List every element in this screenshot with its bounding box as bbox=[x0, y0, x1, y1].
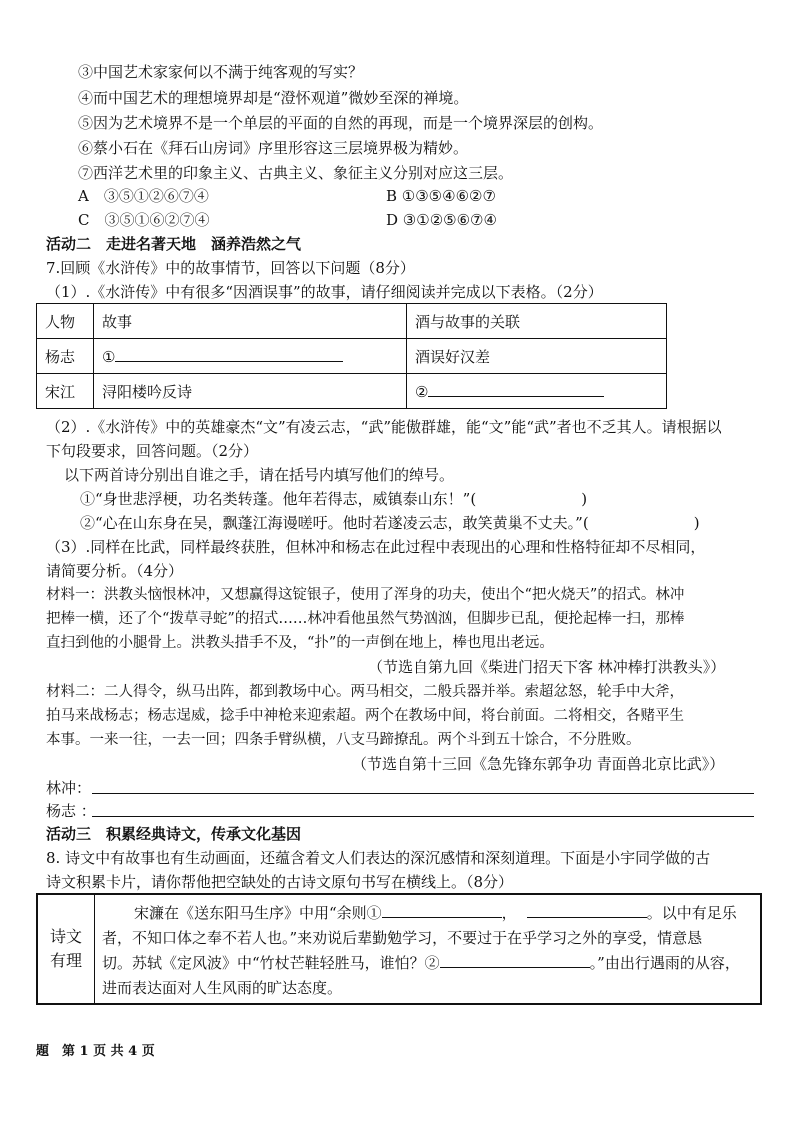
card-text bbox=[102, 901, 752, 1001]
answer-line-lin-chong[interactable] bbox=[92, 793, 754, 794]
answer-lin-chong-label: 林冲： bbox=[46, 779, 92, 797]
q7-part2-line2: 下句段要求，回答问题。（2分） bbox=[46, 442, 259, 460]
card-line-1 bbox=[102, 901, 752, 926]
row1-relation: 酒误好汉差 bbox=[407, 339, 667, 374]
answer-blank-2[interactable] bbox=[428, 382, 604, 397]
drunk-stories-table bbox=[36, 303, 667, 409]
activity-3-heading: 活动三 积累经典诗文，传承文化基因 bbox=[46, 825, 302, 843]
material-2-line1: 材料二：二人得令，纵马出阵，都到教场中心。两马相交，二般兵器并举。索超忿怒，轮手中大斧， bbox=[46, 684, 684, 700]
material-2-line2: 拍马来战杨志；杨志逞威，捻手中神枪来迎索超。两个在教场中间，将台前面。二将相交，各赌平生 bbox=[46, 708, 684, 724]
card-line-3a: 切。苏轼《定风波》中“竹杖芒鞋轻胜马，谁怕？② bbox=[102, 954, 440, 972]
card-line-1a: 宋濂在《送东阳马生序》中用“余则① bbox=[134, 904, 382, 922]
poem-1[interactable]: ①“身世悲浮梗，功名类转蓬。他年若得志，威镇泰山东！”( ) bbox=[80, 490, 588, 508]
header-relation: 酒与故事的关联 bbox=[407, 304, 667, 339]
q7-part1: （1）.《水浒传》中有很多“因酒误事”的故事，请仔细阅读并完成以下表格。（2分） bbox=[46, 283, 603, 301]
card-line-1c: 。以中有足乐 bbox=[646, 904, 737, 922]
card-label-1: 诗文 bbox=[49, 927, 82, 946]
material-1-line3: 直扫到他的小腿骨上。洪教头措手不及，“扑”的一声倒在地上，棒也甩出老远。 bbox=[46, 635, 554, 651]
card-line-3b: 。”由出行遇雨的从容， bbox=[589, 954, 740, 972]
option-item-4: ④而中国艺术的理想境界却是“澄怀观道”微妙至深的禅境。 bbox=[78, 89, 469, 107]
card-line-1b: ， bbox=[501, 904, 517, 922]
poem-2[interactable]: ②“心在山东身在吴，飘蓬江海谩嗟吁。他时若遂凌云志，敢笑黄巢不丈夫。”( ) bbox=[80, 514, 700, 532]
card-label bbox=[38, 895, 95, 1003]
header-person: 人物 bbox=[37, 304, 94, 339]
answer-blank-3[interactable] bbox=[382, 903, 502, 918]
material-1-line1: 材料一：洪教头恼恨林冲，又想赢得这锭银子，使用了浑身的功夫，使出个“把火烧天”的招式。林冲 bbox=[46, 587, 685, 603]
answer-blank-5[interactable] bbox=[440, 953, 590, 968]
choice-b[interactable]: B ①③⑤④⑥②⑦ bbox=[386, 187, 496, 205]
q7-part2-instruction: 以下两首诗分别出自谁之手，请在括号内填写他们的绰号。 bbox=[64, 466, 455, 484]
option-item-5: ⑤因为艺术境界不是一个单层的平面的自然的再现，而是一个境界深层的创构。 bbox=[78, 114, 604, 132]
q7-part3-line1: （3）.同样在比武，同样最终获胜，但林冲和杨志在此过程中表现出的心理和性格特征却不尽相同， bbox=[46, 538, 706, 556]
row2-person: 宋江 bbox=[37, 374, 94, 409]
q7-part3-line2: 请简要分析。（4分） bbox=[46, 562, 184, 580]
answer-blank-1[interactable] bbox=[115, 347, 343, 362]
header-story: 故事 bbox=[94, 304, 407, 339]
card-label-2: 有理 bbox=[49, 951, 82, 970]
choice-c[interactable]: C ③⑤①⑥②⑦④ bbox=[78, 211, 210, 229]
q8-line1: 8. 诗文中有故事也有生动画面，还蕴含着文人们表达的深沉感情和深刻道理。下面是小宇同学做的古 bbox=[46, 849, 711, 867]
activity-2-heading: 活动二 走进名著天地 涵养浩然之气 bbox=[46, 235, 302, 253]
material-1-line2: 把棒一横，还了个“拨草寻蛇”的招式……林冲看他虽然气势汹汹，但脚步已乱，便抡起棒一扫，那棒 bbox=[46, 611, 685, 627]
option-item-6: ⑥蔡小石在《拜石山房词》序里形容这三层境界极为精妙。 bbox=[78, 139, 469, 157]
material-2-line3: 本事。一来一往，一去一回；四条手臂纵横，八支马蹄撩乱。两个斗到五十馀合，不分胜败。 bbox=[46, 732, 641, 748]
material-1-source: （节选自第九回《柴进门招天下客 林冲棒打洪教头》） bbox=[368, 658, 726, 676]
choice-d[interactable]: D ③①②⑤⑥⑦④ bbox=[386, 211, 497, 229]
row2-relation: ② bbox=[415, 382, 429, 401]
answer-blank-4[interactable] bbox=[527, 903, 647, 918]
card-line-3 bbox=[102, 951, 752, 976]
table-header-row bbox=[37, 304, 667, 339]
table-row bbox=[37, 339, 667, 374]
row2-story: 浔阳楼吟反诗 bbox=[94, 374, 407, 409]
material-2-source: （节选自第十三回《急先锋东郭争功 青面兽北京比武》） bbox=[352, 755, 725, 773]
row1-person: 杨志 bbox=[37, 339, 94, 374]
row1-story-cell[interactable] bbox=[94, 339, 407, 374]
q7-part2-line1: （2）.《水浒传》中的英雄豪杰“文”有凌云志，“武”能傲群雄，能“文”能“武”者也不乏其人。请根据以 bbox=[46, 418, 722, 436]
answer-yang-zhi-label: 杨志 ： bbox=[46, 802, 96, 820]
row2-relation-cell[interactable] bbox=[407, 374, 667, 409]
option-item-3: ③中国艺术家家何以不满于纯客观的写实？ bbox=[78, 63, 364, 81]
poetry-card bbox=[36, 893, 762, 1005]
answer-line-yang-zhi[interactable] bbox=[92, 816, 754, 817]
q8-line2: 诗文积累卡片，请你帮他把空缺处的古诗文原句书写在横线上。（8分） bbox=[46, 873, 514, 891]
choice-a[interactable]: A ③⑤①②⑥⑦④ bbox=[78, 187, 209, 205]
row1-story: ① bbox=[102, 347, 116, 366]
q7-stem: 7.回顾《水浒传》中的故事情节，回答以下问题（8分） bbox=[46, 259, 415, 277]
page-footer: 題 第 1 页 共 4 页 bbox=[36, 1044, 155, 1059]
option-item-7: ⑦西洋艺术里的印象主义、古典主义、象征主义分别对应这三层。 bbox=[78, 164, 514, 182]
card-line-2: 者，不知口体之奉不若人也。”来劝说后辈勤勉学习，不要过于在乎学习之外的享受，情意恳 bbox=[102, 929, 703, 947]
table-row bbox=[37, 374, 667, 409]
card-line-4: 进而表达面对人生风雨的旷达态度。 bbox=[102, 979, 343, 997]
